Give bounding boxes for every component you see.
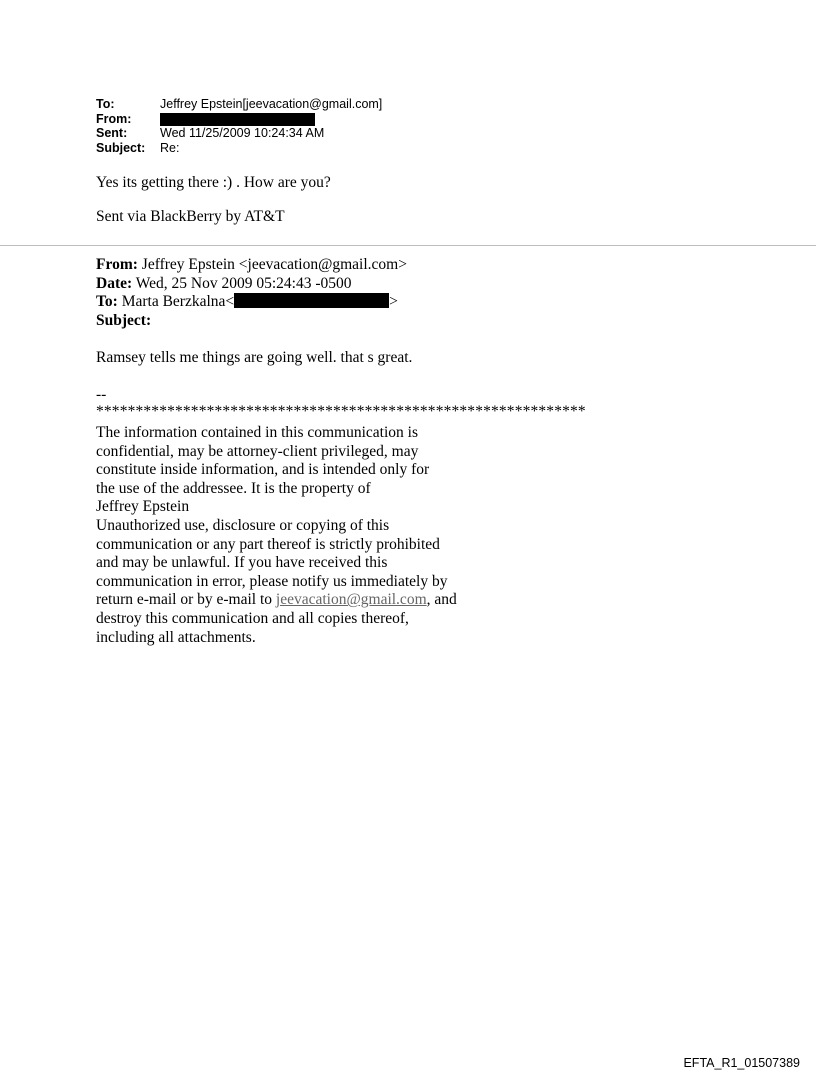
- reply-signature: Sent via BlackBerry by AT&T: [96, 208, 285, 225]
- header-subject-row: [96, 141, 382, 156]
- fwd-from-value: Jeffrey Epstein <jeevacation@gmail.com>: [137, 256, 407, 273]
- fwd-date-value: Wed, 25 Nov 2009 05:24:43 -0500: [132, 274, 352, 292]
- disclaimer-line: Unauthorized use, disclosure or copying of this: [96, 516, 390, 534]
- disclaimer-line: constitute inside information, and is intended only for: [96, 461, 430, 479]
- disclaimer-text: , and: [426, 591, 457, 609]
- sent-value: Wed 11/25/2009 10:24:34 AM: [160, 126, 325, 140]
- divider-line: [0, 245, 816, 246]
- disclaimer-line: including all attachments.: [96, 628, 256, 646]
- email-header: [96, 97, 382, 155]
- redaction-bar: [160, 113, 315, 126]
- from-value: [160, 112, 315, 127]
- header-sent-row: [96, 126, 382, 141]
- disclaimer-line: communication in error, please notify us immediately by: [96, 572, 448, 590]
- to-value: Jeffrey Epstein[jeevacation@gmail.com]: [160, 97, 383, 111]
- disclaimer-line: destroy this communication and all copies thereof,: [96, 609, 409, 627]
- from-label: From:: [96, 111, 132, 126]
- fwd-body: Ramsey tells me things are going well. that s great.: [96, 349, 413, 366]
- fwd-from-row: [96, 256, 407, 275]
- disclaimer-line: communication or any part thereof is strictly prohibited: [96, 535, 440, 553]
- disclaimer-line: The information contained in this communication is: [96, 424, 418, 441]
- fwd-subject-row: [96, 312, 407, 331]
- disclaimer-line-with-link: [96, 591, 457, 610]
- header-from-row: [96, 112, 382, 127]
- to-label: To:: [96, 97, 115, 111]
- star-separator: **************************************************************: [96, 403, 586, 420]
- sig-dashes: --: [96, 386, 107, 403]
- fwd-to-value-prefix: Marta Berzkalna<: [117, 293, 235, 310]
- fwd-date-label: Date:: [96, 274, 133, 292]
- fwd-to-label: To:: [96, 293, 118, 310]
- fwd-to-row: [96, 293, 407, 312]
- sent-label: Sent:: [96, 126, 128, 140]
- subject-value: Re:: [160, 140, 180, 155]
- redaction-bar: [234, 293, 389, 308]
- disclaimer-text: return e-mail or by e-mail to: [96, 591, 276, 609]
- document-id: EFTA_R1_01507389: [683, 1056, 800, 1070]
- forwarded-header: [96, 256, 407, 330]
- disclaimer-line: the use of the addressee. It is the property of: [96, 479, 371, 497]
- fwd-from-label: From:: [96, 256, 138, 273]
- reply-text: Yes its getting there :) . How are you?: [96, 174, 331, 191]
- header-to-row: [96, 97, 382, 112]
- fwd-subject-label: Subject:: [96, 311, 152, 329]
- email-link[interactable]: jeevacation@gmail.com: [275, 591, 427, 609]
- confidentiality-disclaimer: [96, 424, 457, 647]
- disclaimer-line: Jeffrey Epstein: [96, 498, 190, 516]
- fwd-date-row: [96, 275, 407, 294]
- subject-label: Subject:: [96, 140, 146, 155]
- disclaimer-line: and may be unlawful. If you have received this: [96, 554, 388, 572]
- fwd-to-value-suffix: >: [389, 293, 398, 310]
- disclaimer-line: confidential, may be attorney-client privileged, may: [96, 442, 419, 460]
